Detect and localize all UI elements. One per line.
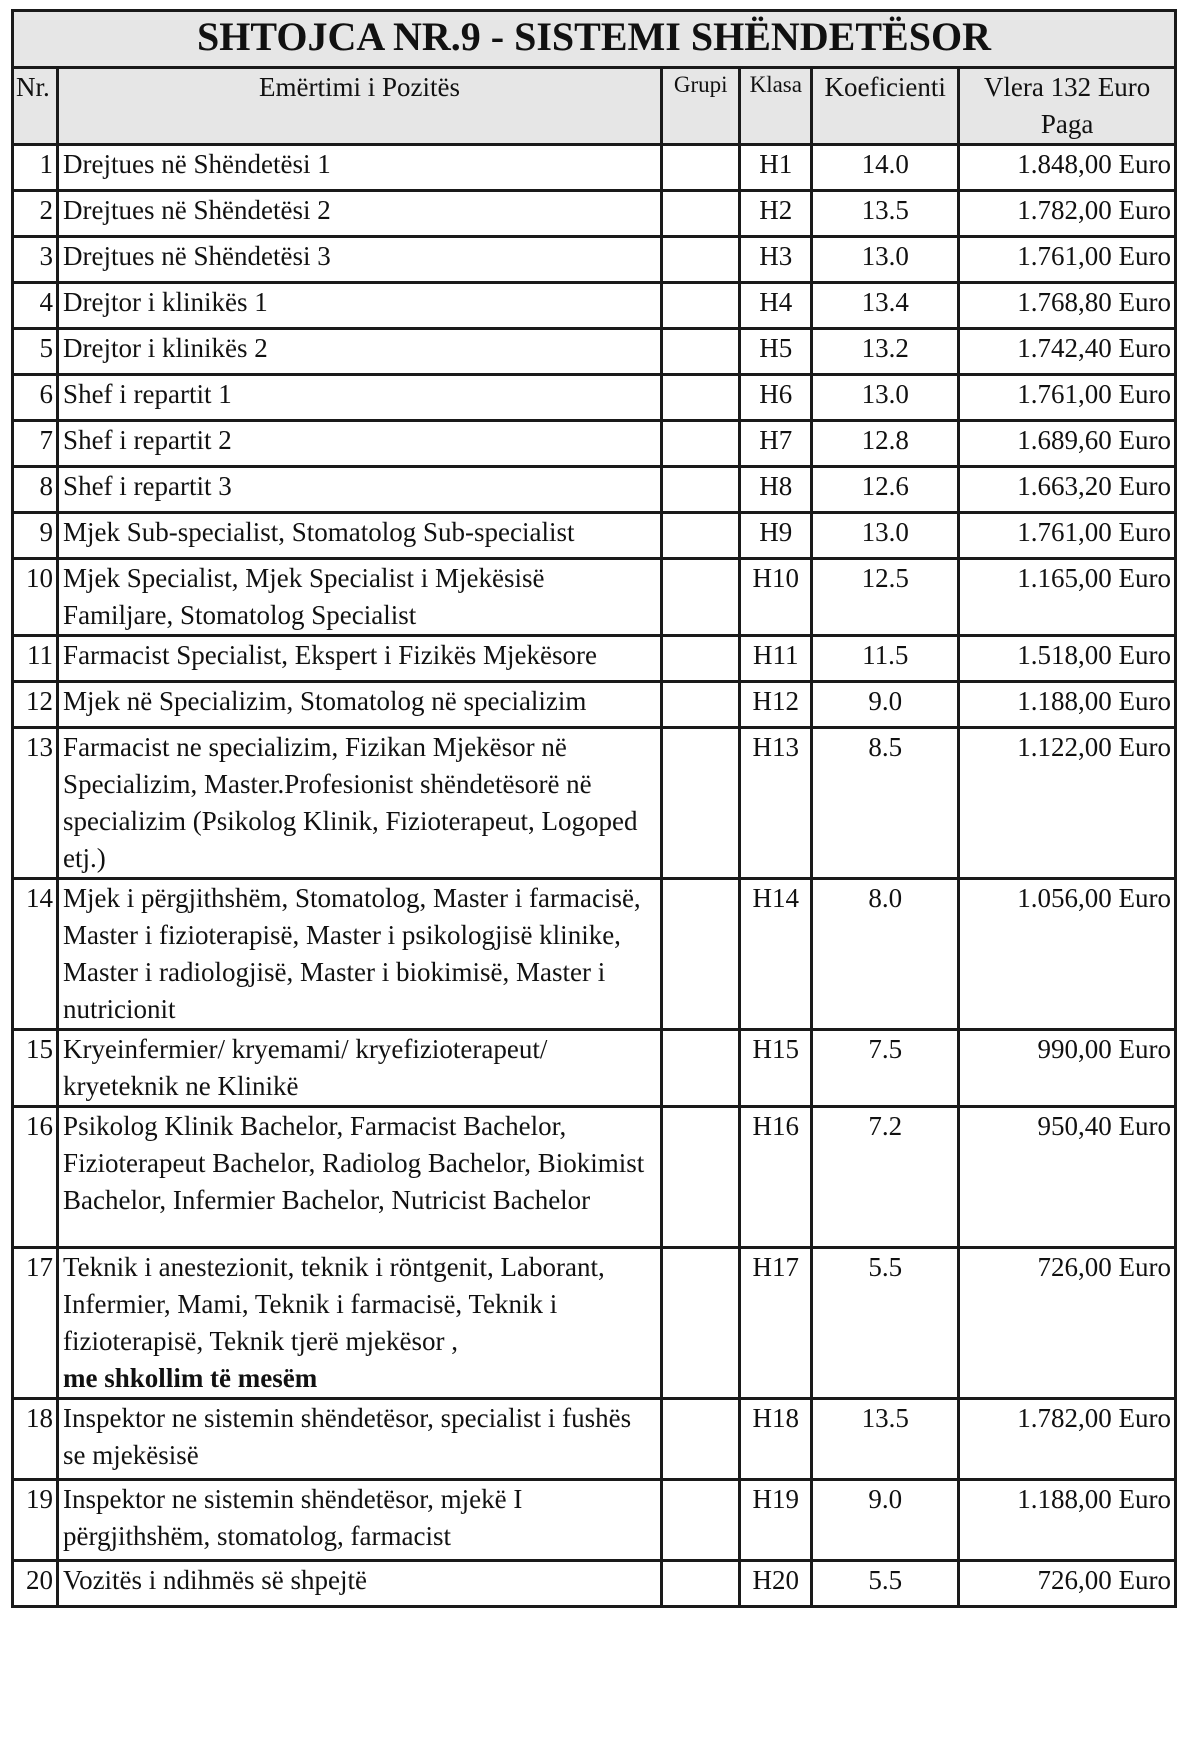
position-name [58,1480,662,1561]
salary-cell: 1.122,00 Euro [959,728,1176,879]
group-cell [662,728,740,879]
salary-cell: 1.689,60 Euro [959,421,1176,467]
salary-cell: 1.742,40 Euro [959,329,1176,375]
group-cell [662,237,740,283]
position-text: Psikolog Klinik Bachelor, Farmacist Bachelor, Fizioterapeut Bachelor, Radiolog Bachelor, Biokimist Bachelor, Infermier Bachelor, Nutricist Bachelor [63,1111,645,1215]
position-name [58,682,662,728]
position-name [58,728,662,879]
class-cell: H14 [740,879,812,1030]
coefficient-cell: 13.0 [812,375,959,421]
coefficient-cell: 13.0 [812,237,959,283]
group-cell [662,682,740,728]
salary-cell: 1.518,00 Euro [959,636,1176,682]
header-group: Grupi [662,68,740,145]
table-row [13,283,1176,329]
position-name [58,145,662,191]
header-value-line2: Paga [1040,109,1094,139]
table-row [13,1107,1176,1248]
class-cell: H7 [740,421,812,467]
coefficient-cell: 7.5 [812,1030,959,1107]
group-cell [662,467,740,513]
class-cell: H12 [740,682,812,728]
row-number: 14 [13,879,58,1030]
row-number: 17 [13,1248,58,1399]
coefficient-cell: 5.5 [812,1248,959,1399]
position-text: Farmacist Specialist, Ekspert i Fizikës Mjekësore [63,640,597,670]
row-number: 15 [13,1030,58,1107]
group-cell [662,1561,740,1607]
position-text: Inspektor ne sistemin shëndetësor, specialist i fushës se mjekësisë [63,1403,632,1470]
group-cell [662,1399,740,1480]
table-row [13,1030,1176,1107]
group-cell [662,1107,740,1248]
page-title: SHTOJCA NR.9 - SISTEMI SHËNDETËSOR [13,11,1176,68]
position-name [58,329,662,375]
salary-cell: 726,00 Euro [959,1248,1176,1399]
table-row [13,375,1176,421]
row-number: 12 [13,682,58,728]
class-cell: H6 [740,375,812,421]
header-position: Emërtimi i Pozitës [58,68,662,145]
salary-cell: 1.782,00 Euro [959,1399,1176,1480]
position-name [58,1030,662,1107]
class-cell: H9 [740,513,812,559]
class-cell: H19 [740,1480,812,1561]
coefficient-cell: 13.5 [812,1399,959,1480]
table-row [13,513,1176,559]
coefficient-cell: 13.0 [812,513,959,559]
salary-cell: 1.761,00 Euro [959,375,1176,421]
class-cell: H15 [740,1030,812,1107]
position-name [58,1561,662,1607]
row-number: 7 [13,421,58,467]
table-row [13,636,1176,682]
salary-cell: 1.165,00 Euro [959,559,1176,636]
position-text: Mjek Specialist, Mjek Specialist i Mjekësisë Familjare, Stomatolog Specialist [63,563,545,630]
header-class: Klasa [740,68,812,145]
position-text: Drejtues në Shëndetësi 1 [63,149,331,179]
coefficient-cell: 12.8 [812,421,959,467]
coefficient-cell: 5.5 [812,1561,959,1607]
row-number: 3 [13,237,58,283]
table-row [13,559,1176,636]
salary-cell: 726,00 Euro [959,1561,1176,1607]
position-name [58,237,662,283]
coefficient-cell: 8.0 [812,879,959,1030]
group-cell [662,879,740,1030]
position-text: Kryeinfermier/ kryemami/ kryefizioterapeut/ kryeteknik ne Klinikë [63,1034,548,1101]
position-text: Drejtues në Shëndetësi 3 [63,241,331,271]
table-row [13,1561,1176,1607]
coefficient-cell: 14.0 [812,145,959,191]
position-text: Shef i repartit 1 [63,379,232,409]
group-cell [662,1248,740,1399]
salary-table [11,9,1177,1608]
coefficient-cell: 9.0 [812,1480,959,1561]
position-name [58,191,662,237]
position-name [58,636,662,682]
position-name [58,375,662,421]
group-cell [662,329,740,375]
class-cell: H20 [740,1561,812,1607]
group-cell [662,191,740,237]
group-cell [662,145,740,191]
position-text: Drejtor i klinikës 2 [63,333,268,363]
salary-cell: 1.761,00 Euro [959,237,1176,283]
salary-cell: 1.761,00 Euro [959,513,1176,559]
class-cell: H13 [740,728,812,879]
position-text: Mjek Sub-specialist, Stomatolog Sub-specialist [63,517,575,547]
group-cell [662,513,740,559]
coefficient-cell: 9.0 [812,682,959,728]
row-number: 1 [13,145,58,191]
row-number: 13 [13,728,58,879]
salary-cell: 950,40 Euro [959,1107,1176,1248]
row-number: 11 [13,636,58,682]
group-cell [662,1030,740,1107]
header-coefficient: Koeficienti [812,68,959,145]
row-number: 18 [13,1399,58,1480]
position-text: Farmacist ne specializim, Fizikan Mjekësor në Specializim, Master.Profesionist shëndetësorë në specializim (Psikolog Klinik, Fizioterapeut, Logoped etj.) [63,732,638,873]
position-name [58,467,662,513]
coefficient-cell: 12.6 [812,467,959,513]
table-row [13,1248,1176,1399]
position-text: Vozitës i ndihmës së shpejtë [63,1565,368,1595]
position-name [58,1107,662,1248]
coefficient-cell: 7.2 [812,1107,959,1248]
header-value [959,68,1176,145]
position-name [58,559,662,636]
row-number: 19 [13,1480,58,1561]
position-name [58,879,662,1030]
row-number: 10 [13,559,58,636]
header-value-line1: Vlera 132 Euro [983,72,1151,102]
class-cell: H10 [740,559,812,636]
table-row [13,145,1176,191]
coefficient-cell: 13.5 [812,191,959,237]
header-row [13,68,1176,145]
table-row [13,1399,1176,1480]
salary-cell: 990,00 Euro [959,1030,1176,1107]
row-number: 9 [13,513,58,559]
position-text: Mjek i përgjithshëm, Stomatolog, Master i farmacisë, Master i fizioterapisë, Master i psikologjisë klinike, Master i radiologjisë, Master i biokimisë, Master i nutricionit [63,883,641,1024]
class-cell: H5 [740,329,812,375]
salary-cell: 1.848,00 Euro [959,145,1176,191]
class-cell: H18 [740,1399,812,1480]
row-number: 5 [13,329,58,375]
table-row [13,237,1176,283]
salary-cell: 1.768,80 Euro [959,283,1176,329]
row-number: 16 [13,1107,58,1248]
group-cell [662,1480,740,1561]
title-row [13,11,1176,68]
position-name [58,421,662,467]
row-number: 20 [13,1561,58,1607]
table-row [13,1480,1176,1561]
class-cell: H1 [740,145,812,191]
row-number: 6 [13,375,58,421]
position-name [58,283,662,329]
class-cell: H8 [740,467,812,513]
group-cell [662,636,740,682]
class-cell: H17 [740,1248,812,1399]
salary-cell: 1.188,00 Euro [959,1480,1176,1561]
position-emphasis: me shkollim të mesëm [63,1363,318,1393]
class-cell: H3 [740,237,812,283]
coefficient-cell: 12.5 [812,559,959,636]
header-nr: Nr. [13,68,58,145]
coefficient-cell: 11.5 [812,636,959,682]
position-text: Shef i repartit 2 [63,425,232,455]
position-text: Drejtues në Shëndetësi 2 [63,195,331,225]
table-row [13,329,1176,375]
position-name [58,1399,662,1480]
position-text: Mjek në Specializim, Stomatolog në specializim [63,686,587,716]
class-cell: H4 [740,283,812,329]
table-row [13,879,1176,1030]
table-row [13,191,1176,237]
class-cell: H2 [740,191,812,237]
row-number: 4 [13,283,58,329]
table-row [13,467,1176,513]
salary-cell: 1.056,00 Euro [959,879,1176,1030]
position-text: Drejtor i klinikës 1 [63,287,268,317]
coefficient-cell: 8.5 [812,728,959,879]
salary-cell: 1.782,00 Euro [959,191,1176,237]
position-name [58,1248,662,1399]
group-cell [662,421,740,467]
row-number: 2 [13,191,58,237]
table-row [13,421,1176,467]
group-cell [662,559,740,636]
coefficient-cell: 13.2 [812,329,959,375]
group-cell [662,375,740,421]
salary-cell: 1.188,00 Euro [959,682,1176,728]
table-row [13,728,1176,879]
salary-cell: 1.663,20 Euro [959,467,1176,513]
position-text: Teknik i anestezionit, teknik i röntgenit, Laborant, Infermier, Mami, Teknik i farmacisë, Teknik i fizioterapisë, Teknik tjerë mjekësor , [63,1252,605,1356]
position-name [58,513,662,559]
group-cell [662,283,740,329]
table-row [13,682,1176,728]
row-number: 8 [13,467,58,513]
class-cell: H11 [740,636,812,682]
position-text: Inspektor ne sistemin shëndetësor, mjekë I përgjithshëm, stomatolog, farmacist [63,1484,523,1551]
class-cell: H16 [740,1107,812,1248]
coefficient-cell: 13.4 [812,283,959,329]
position-text: Shef i repartit 3 [63,471,232,501]
